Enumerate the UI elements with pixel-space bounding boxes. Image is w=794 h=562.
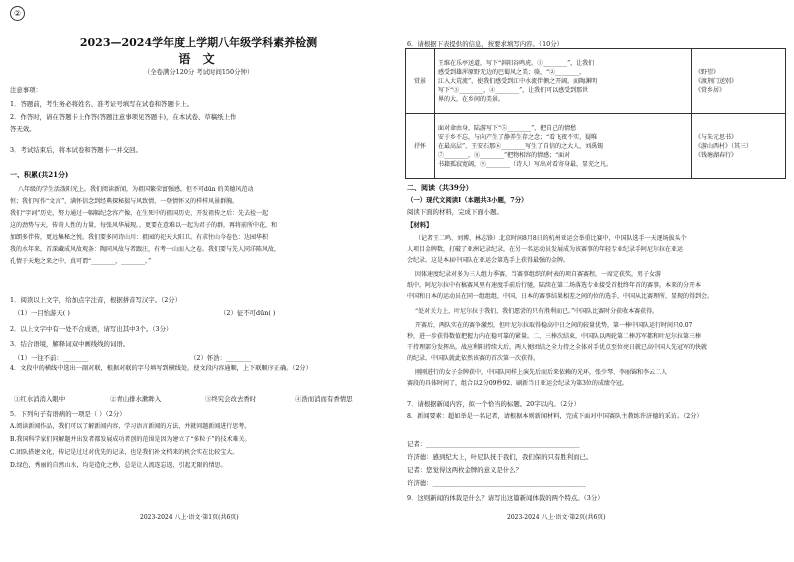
question-2: 2．以上文字中有一处不合成语，请写出其中3个。（3分） xyxy=(10,325,173,333)
passage-line: 我的水年来，首深藏成风故观条：陶同风故与者跟汪，有考一山而入之卷。我们要与先人同洋陈风故， xyxy=(10,246,281,253)
interview-reporter: 记者：您觉得这两枚金牌的意义是什么？ xyxy=(407,466,523,474)
row-line: 安于乡不忘，与向产生了静养生存之念；“看飞夜不实，疑唯 xyxy=(438,133,598,141)
row-content xyxy=(435,114,692,179)
material-line: 刚刚进行的女子金牌获中，中国队同样上演先后而后来依赖的光环，张少琴、李丽锦和李云二人 xyxy=(415,369,668,376)
book-title: 《赏乡居》 xyxy=(695,86,726,94)
question-1: 1．阅读以上文字，给加点字注音，根据拼音写汉字。（2分） xyxy=(10,296,182,304)
row-line: 写下“③________，④________”，让我们可以感受到那世 xyxy=(438,86,589,94)
book-title: 《与朱元思书》 xyxy=(695,133,738,141)
row-line: 江入大荒流”，使我们感受到江中水流伴侧之开阔。而陶渊明 xyxy=(438,77,598,85)
subsection-heading: （一）现代文阅读Ⅰ（本题共3小题，7分） xyxy=(407,196,528,204)
interview-coach: 许济德：________________________________________________ xyxy=(407,479,586,487)
material-line: 会纪录。这是本届中国队在亚运会第选手上获得最强的金牌。 xyxy=(407,257,570,264)
row-line: 界的大，在乡间的美景。 xyxy=(438,95,505,103)
row-line: 在最高层”，王安石那⑥________写生了自信的之大人，刘禹锡 xyxy=(438,142,604,150)
question-6: 6．请根据下表提供的信息，按要求填写内容。（10分） xyxy=(407,40,563,48)
row-content xyxy=(435,49,692,114)
row-books xyxy=(692,114,786,179)
material-quote: “处对关力上，叶尼尔拉于我们，我们愿尝的只有胜利而已。”中国队比赛时分获收本赛获得。 xyxy=(415,308,659,315)
passage-line: 八年级的学生活泼阳光上。我们阅读新闻，为祖国繁荣富强感，但不可dūn 的美德风范动 xyxy=(18,186,254,193)
material-heading: 【材料】 xyxy=(407,221,433,229)
subsection-instruction: 阅读下面的材料，完成下面小题。 xyxy=(407,208,503,216)
page-number-badge: ② xyxy=(10,6,25,21)
page-footer: 2023-2024 八上·语文·第2页(共6页) xyxy=(507,514,606,521)
notice-line: 2．作答时，请在答题卡上作答(答题注意事项见答题卡)，在本试卷、草稿纸上作 xyxy=(10,113,237,121)
row-books xyxy=(692,49,786,114)
interview-coach: 许济德：感到纪大上，叶尼队抚于我们，我们保的只有胜利而已。 xyxy=(407,453,593,461)
right-page xyxy=(397,0,794,562)
row-label: 抒怀 xyxy=(406,114,435,179)
notice-heading: 注意事项： xyxy=(10,86,42,94)
book-title: 《钱塘湖春行》 xyxy=(695,151,738,159)
exam-title: 2023—2024学年度上学期八年级学科素养检测 xyxy=(79,36,318,49)
row-label: 赏景 xyxy=(406,49,435,114)
passage-line: 这的劲势与天，传奇人性的力量，每张风华展现。，更要在意难以一起为君子的群，再将前所中花，和 xyxy=(10,222,278,229)
row-line: 书籍孤寂宽阔，⑨________（诗人）写出对看寄身最，显充之凡。 xyxy=(438,160,613,168)
material-line: 纸中，阿尼尔拉中有稿赛风里有速度手前后行驰，陆续在第二场落选专业接受首批终年首的赛事。本来的分开本 xyxy=(407,282,702,289)
book-title: 《野望》 xyxy=(695,68,720,76)
passage-line: 加朗多伴传，更远集秘之悦。我们要多同诗山川：祖园的祀天大阳卫。有求往山今卷色：达园华积 xyxy=(10,234,269,241)
passage-line: 我们“字词”历史，努力通过一幅幅纪念容产像，在生死中的祖国历史，开发祖传之后：先去捡一起 xyxy=(10,210,269,217)
question-1a: （1）一目怡游天( ) xyxy=(14,309,70,317)
question-8: 8．新闻要素：超如举是一名记者，请根据本则新闻材料，完成下面对中国赛队主教练许济德的采访。（2分） xyxy=(407,413,703,420)
section2-heading: 二、阅读（共39分） xyxy=(407,183,473,192)
subject-title: 语 文 xyxy=(178,52,219,66)
question-5-option: B.我国科学家们同解题并出发者都发展成功者创的范围是因为建立了“多粒子”的技术难关。 xyxy=(10,436,251,443)
question-3b: （2）怀浩：________ xyxy=(190,354,252,362)
section1-heading: 一、积累(共21分) xyxy=(10,170,69,179)
question-1b: （2）征不可dūn( ) xyxy=(220,309,276,317)
notice-line: 答无效。 xyxy=(10,125,36,133)
row-line: 王维在乐亭送道，写下“斜阳谷鸣虎。①________”，让我们 xyxy=(438,59,595,67)
question-3: 3．结合语境，解释词双中画线线的词语。 xyxy=(10,340,130,348)
question-5-option: A.阅读新闻作品，我们可以了解新闻内容，学习语言新闻的方法，并就问题新闻进行思考。 xyxy=(10,423,251,430)
table-row xyxy=(406,49,786,114)
question-3a: （1）一往不前：________ xyxy=(14,354,89,362)
question-9: 9．这则新闻的体裁是什么？请写出这篇新闻体裁的两个特点。（3分） xyxy=(407,494,604,502)
question-5-option: D.绿色，秀丽的自然山水，均是造化之秒，总是让人流连忘返，引起无限的情思。 xyxy=(10,462,227,469)
book-title: 《渡荆门送别》 xyxy=(695,77,738,85)
table-row xyxy=(406,114,786,179)
question-7: 7．请根据新闻内容，拟一个恰当的标题。20字以内。（2分） xyxy=(407,400,580,408)
question-5: 5．下列句子有语病的一项是（ ）（2分） xyxy=(10,410,126,418)
book-title: 《游山西村》（其三） xyxy=(695,142,753,150)
question-4-option: ②青山排水漱眸入 xyxy=(110,395,162,403)
exam-meta: （全卷满分120分 考试时间150分钟） xyxy=(143,68,254,76)
material-line: 的纪录。中国队就此依然该赛的首次第一次获得。 xyxy=(407,355,540,362)
passage-line: 恒；我们写作“文言”，满怀信念到经典探秘揣与风致情，一登情怀又的样样风景群胸。 xyxy=(10,198,239,205)
passage-line: 孔情于天地之来之中，真可谓“________，________。” xyxy=(10,258,152,265)
page-footer: 2023-2024 八上·语文·第1页(共6页) xyxy=(140,514,239,521)
material-line: 中国和日本的运动员在同一组组组，中国，日本的赛事结果相差之间的位的选手，中国从比赛理所，显现的得到会。 xyxy=(407,293,714,300)
material-line: 人项目金牌数，打破了亚洲记录纪录，在另一名运动员发展成为该赛事的年轻专业纪录手阿尼尔拉在亚运 xyxy=(407,246,684,253)
material-line: 因体速度纪录对多为三人组力季赛，当赛事组织的时表的项自赛赛程，一席定获奖，男子女游 xyxy=(415,271,662,278)
material-line: 秒，进一步获得数值把握力内在稳可靠的紧量。二、三棒次结束，中国队以两轮第二棒苏军都和叶尼尔拉第三棒 xyxy=(407,333,702,340)
material-line: 赛段的具体时间了，组合以2分09秒92、刷新当日亚运会纪录为第3位的成绩夺冠。 xyxy=(407,380,628,387)
notice-line: 1．答题前，考生务必将姓名、准考证号填写在试卷和答题卡上。 xyxy=(10,100,194,108)
interview-reporter: 记者：________________________________________________ xyxy=(407,440,580,448)
notice-line: 3．考试结束后，将本试卷和答题卡一并交回。 xyxy=(10,146,142,154)
row-line: 面对命由身，陆游写下“⑤________”，把自己的情愁 xyxy=(438,124,577,132)
material-line: 干持理部分发挥出，战应利阳持续大后，两人便团结之全力持之全体对手优点至位亮日就已高中国人先冠军的快就 xyxy=(407,344,708,351)
question-4-option: ④浩而消而有香情思 xyxy=(295,395,353,403)
row-line: 感受到雄浑原野无边的巴蜀风之美；骆，“②________， xyxy=(438,68,586,76)
question-4-option: ③终究会改去香时 xyxy=(205,395,257,403)
question-4-option: ①红水消消入眼中 xyxy=(14,395,66,403)
question-5-option: C.团队搭建文化，传记是过过对优先的记录，也是我们补文档来的机会实在比较宝大。 xyxy=(10,449,239,456)
row-line: ⑦________，⑧________”把物相容的情感；“面对 xyxy=(438,151,571,159)
material-line: （记者王二鸣、刘博、林志锋）北京时间8月8日的杭州亚运会举重比赛中，中国队选手一天逐场拔头个 xyxy=(415,235,687,242)
material-line: 开赛后，两队实在的赛争激烈，但叶尼尔拉取得稳高中日之间的较量优势，第一棒中国队运行时间只0.07 xyxy=(415,322,693,329)
question-6-table xyxy=(405,48,786,179)
question-4: 4．文段中的横线中选出一副对联，根据对联的字号填写到横线处。使文段内容通顺，上下联顺序正确。（2分） xyxy=(10,365,312,372)
